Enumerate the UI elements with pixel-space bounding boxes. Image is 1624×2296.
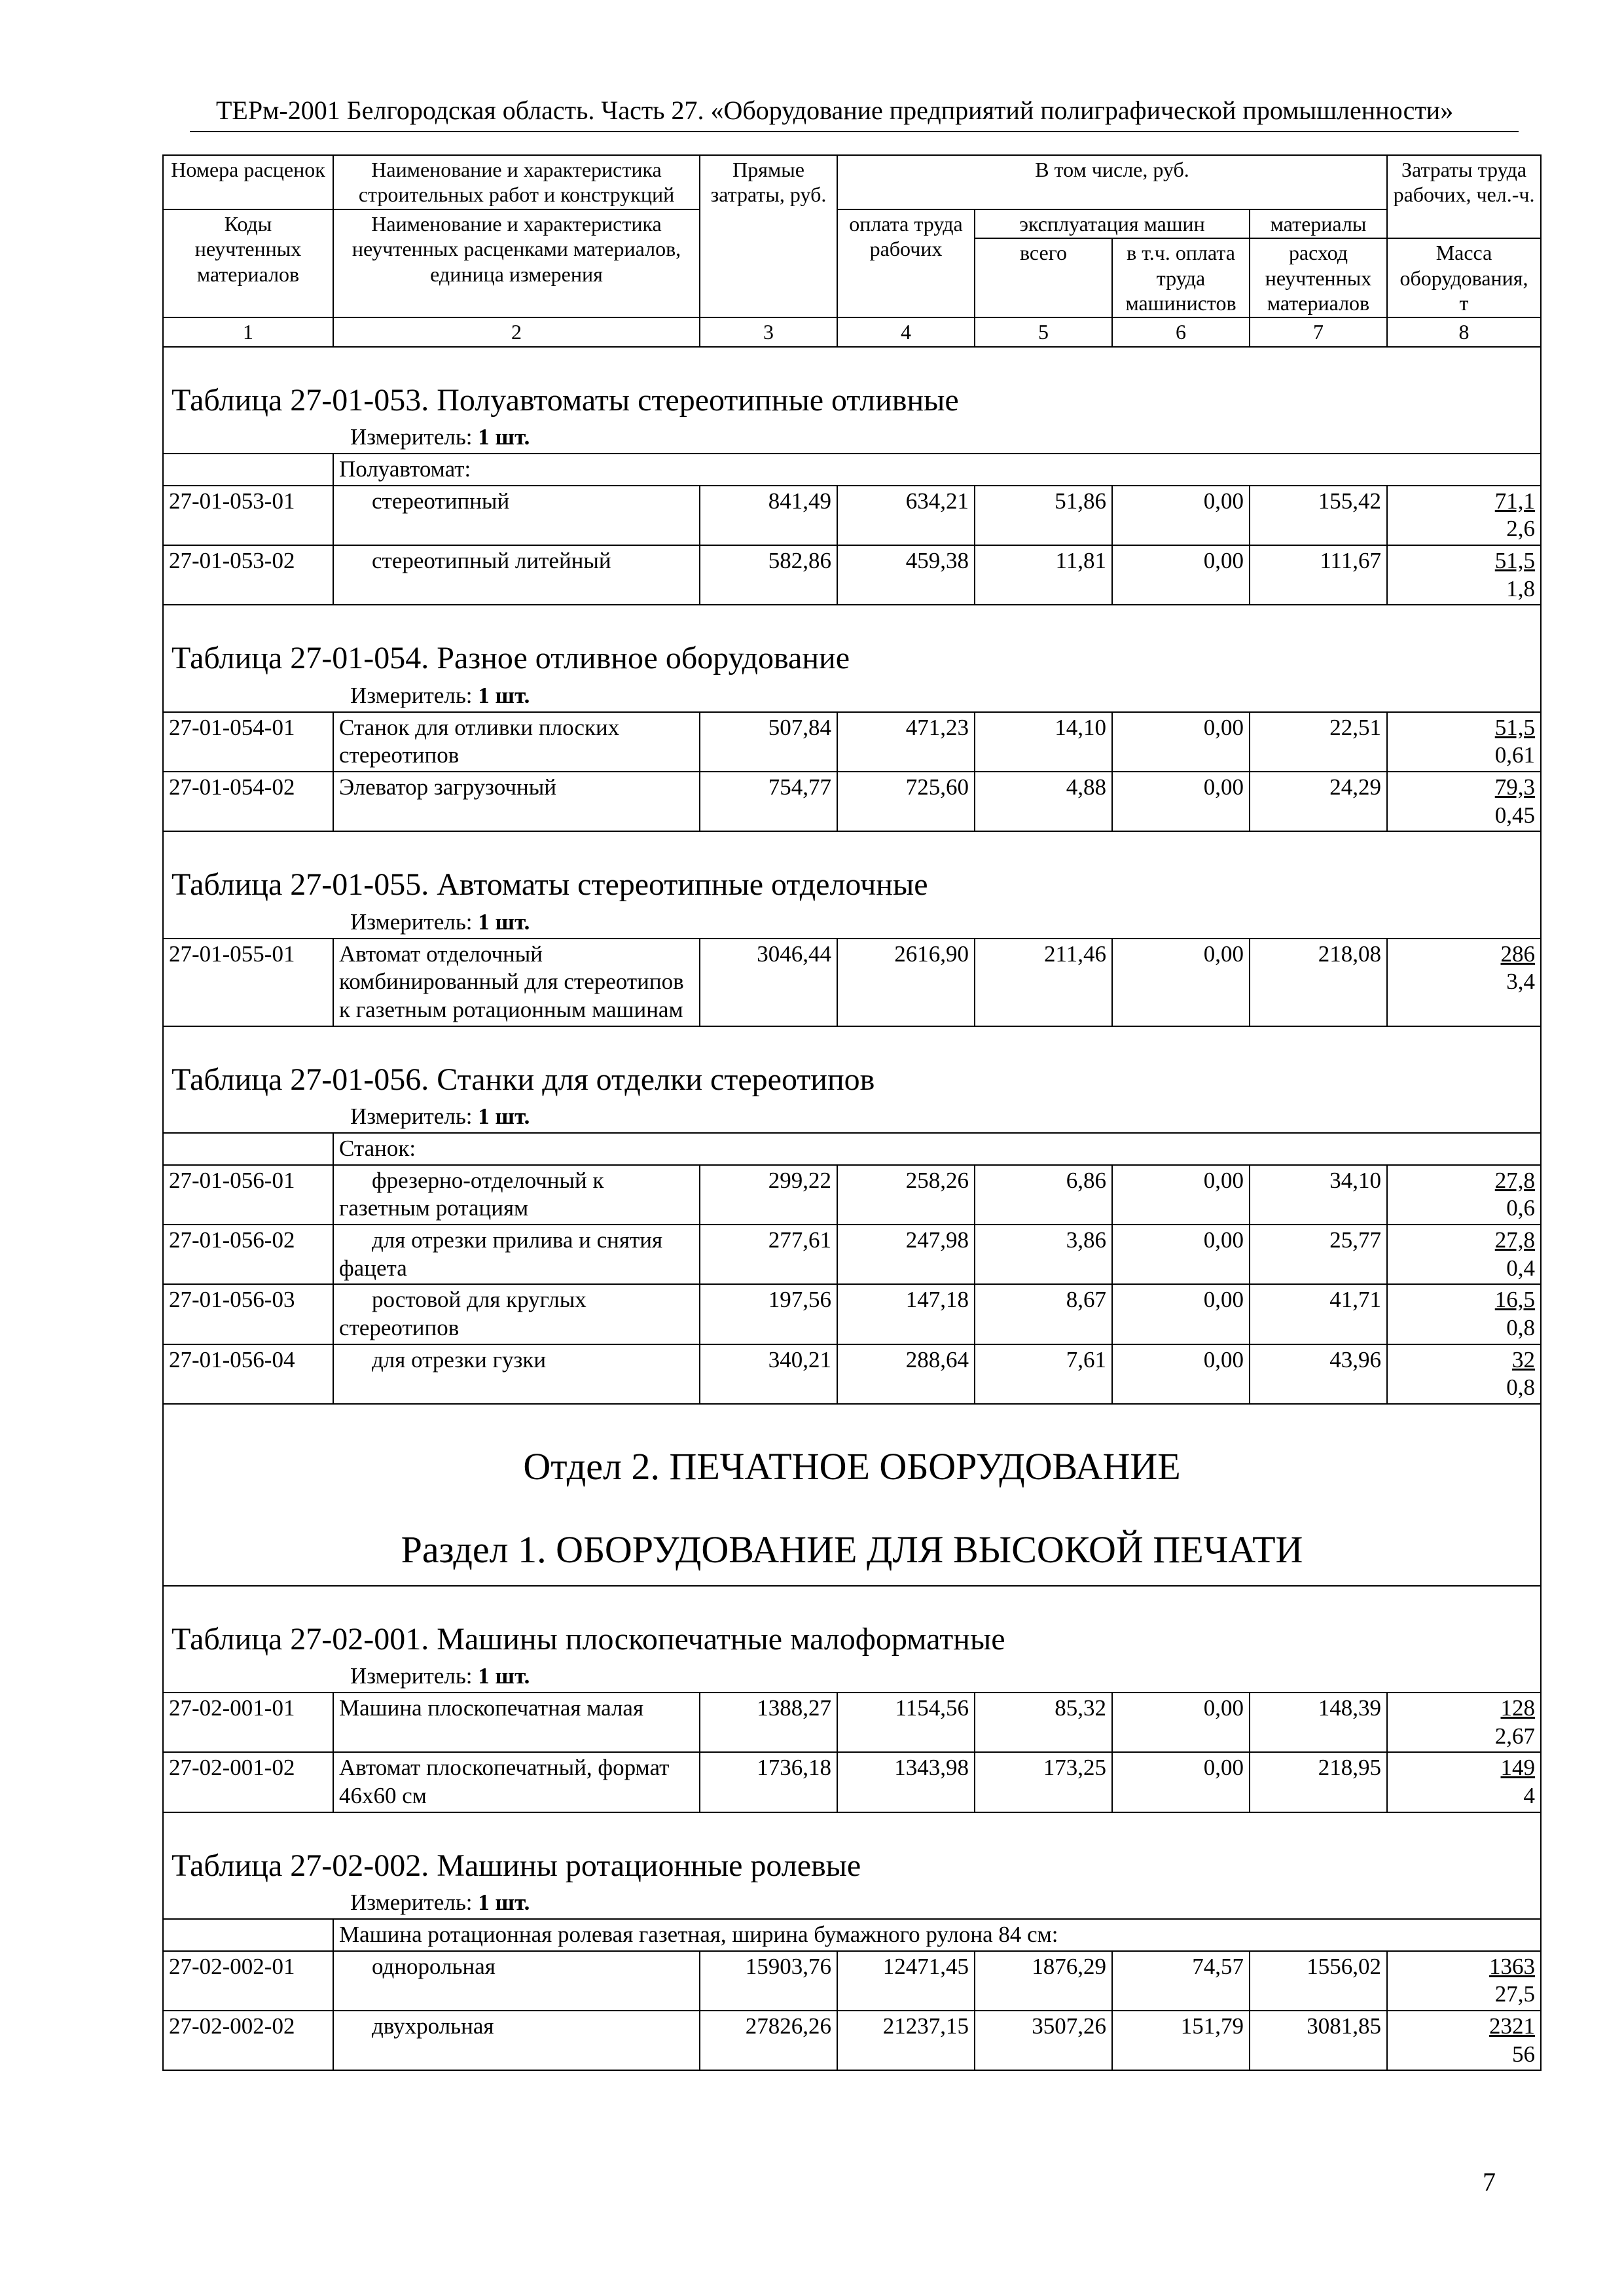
labor-cost: 21237,15 [837, 2011, 975, 2070]
labor-hours-mass [1387, 712, 1541, 772]
labor-cost: 634,21 [837, 486, 975, 545]
machinist-labor: 0,00 [1112, 712, 1250, 772]
table-body [163, 155, 1541, 2070]
labor-cost: 288,64 [837, 1344, 975, 1404]
labor-cost: 258,26 [837, 1165, 975, 1225]
meter-unit: 1 шт. [478, 1890, 530, 1916]
meter-unit: 1 шт. [478, 424, 530, 450]
equipment-mass: 0,8 [1506, 1315, 1536, 1341]
meter-row [163, 1661, 1541, 1693]
rate-name: Станок для отливки плоских стереотипов [333, 712, 700, 772]
table-title: Таблица 27-01-055. Автоматы стереотипные отделочные [163, 831, 1541, 907]
col-number: 5 [975, 317, 1112, 346]
table-row [163, 712, 1541, 772]
rate-code: 27-01-056-04 [163, 1344, 333, 1404]
col-number: 2 [333, 317, 700, 346]
labor-cost: 459,38 [837, 545, 975, 605]
labor-hours: 71,1 [1494, 488, 1536, 514]
rate-code: 27-02-001-01 [163, 1693, 333, 1752]
labor-hours-mass [1387, 1284, 1541, 1344]
col4-header: оплата труда рабочих [837, 209, 975, 318]
col-number: 4 [837, 317, 975, 346]
equipment-mass: 0,61 [1494, 742, 1536, 768]
col1-header-bottom: Коды неучтенных материалов [163, 209, 333, 318]
meter-row [163, 422, 1541, 454]
machines-total: 4,88 [975, 772, 1112, 831]
meter [163, 907, 1541, 939]
labor-cost: 147,18 [837, 1284, 975, 1344]
col-number: 6 [1112, 317, 1250, 346]
labor-hours: 1363 [1489, 1953, 1536, 1979]
machines-total: 6,86 [975, 1165, 1112, 1225]
table-row [163, 1693, 1541, 1752]
labor-hours: 51,5 [1494, 548, 1536, 574]
table-title-row [163, 1812, 1541, 1888]
materials-cost: 1556,02 [1250, 1951, 1387, 2011]
meter-label: Измеритель: [350, 908, 478, 935]
direct-cost: 27826,26 [700, 2011, 837, 2070]
direct-cost: 754,77 [700, 772, 837, 831]
meter-row [163, 681, 1541, 712]
labor-hours: 149 [1500, 1755, 1536, 1781]
materials-cost: 218,08 [1250, 939, 1387, 1026]
direct-cost: 507,84 [700, 712, 837, 772]
header-rule [190, 131, 1519, 132]
materials-cost: 218,95 [1250, 1752, 1387, 1812]
col8-header-bottom: Масса оборудования, т [1387, 238, 1541, 317]
equipment-mass: 0,6 [1506, 1195, 1536, 1221]
group-label: Полуавтомат: [333, 454, 1541, 486]
labor-cost: 12471,45 [837, 1951, 975, 2011]
department-title: Отдел 2. ПЕЧАТНОЕ ОБОРУДОВАНИЕ [163, 1404, 1541, 1502]
department-row [163, 1404, 1541, 1502]
materials-cost: 41,71 [1250, 1284, 1387, 1344]
rate-code: 27-01-053-01 [163, 486, 333, 545]
equipment-mass: 56 [1512, 2041, 1536, 2067]
header-row-2 [163, 209, 1541, 238]
materials-cost: 22,51 [1250, 712, 1387, 772]
machines-total: 173,25 [975, 1752, 1112, 1812]
table-row [163, 1752, 1541, 1812]
rate-name: Машина плоскопечатная малая [333, 1693, 700, 1752]
col-number: 8 [1387, 317, 1541, 346]
direct-cost: 1736,18 [700, 1752, 837, 1812]
direct-cost: 15903,76 [700, 1951, 837, 2011]
meter [163, 681, 1541, 712]
labor-hours-mass [1387, 2011, 1541, 2070]
meter [163, 1102, 1541, 1133]
rate-code: 27-01-055-01 [163, 939, 333, 1026]
section-row [163, 1502, 1541, 1586]
rate-name: Автомат отделочный комбинированный для стереотипов к газетным ротационным машинам [333, 939, 700, 1026]
rate-name: стереотипный литейный [333, 545, 700, 605]
table-title: Таблица 27-01-053. Полуавтоматы стереотипные отливные [163, 347, 1541, 423]
rate-name: для отрезки гузки [333, 1344, 700, 1404]
machines-total: 51,86 [975, 486, 1112, 545]
meter-unit: 1 шт. [478, 682, 530, 708]
direct-cost: 3046,44 [700, 939, 837, 1026]
machines-total: 211,46 [975, 939, 1112, 1026]
meter-label: Измеритель: [350, 1663, 478, 1689]
machines-header: эксплуатация машин [975, 209, 1250, 238]
rate-name: двухрольная [333, 2011, 700, 2070]
header-row-1 [163, 155, 1541, 209]
equipment-mass: 2,67 [1494, 1723, 1536, 1749]
machinist-labor: 0,00 [1112, 1284, 1250, 1344]
machinist-labor: 0,00 [1112, 1693, 1250, 1752]
col2-header-bottom: Наименование и характеристика неучтенных расценками материалов, единица измерения [333, 209, 700, 318]
rate-name: однорольная [333, 1951, 700, 2011]
meter-label: Измеритель: [350, 1103, 478, 1130]
meter-row [163, 907, 1541, 939]
col5-header: всего [975, 238, 1112, 317]
rate-code: 27-02-002-02 [163, 2011, 333, 2070]
equipment-mass: 0,8 [1506, 1374, 1536, 1401]
equipment-mass: 1,8 [1506, 575, 1536, 601]
labor-cost: 1154,56 [837, 1693, 975, 1752]
rate-name: Автомат плоскопечатный, формат 46х60 см [333, 1752, 700, 1812]
meter-label: Измеритель: [350, 424, 478, 450]
rate-name: стереотипный [333, 486, 700, 545]
table-title: Таблица 27-02-002. Машины ротационные ролевые [163, 1812, 1541, 1888]
labor-hours-mass [1387, 1951, 1541, 2011]
table-row [163, 939, 1541, 1026]
rates-table [162, 154, 1542, 2071]
labor-hours-mass [1387, 1752, 1541, 1812]
table-title-row [163, 605, 1541, 681]
group-code-cell [163, 1919, 333, 1951]
equipment-mass: 4 [1523, 1782, 1536, 1808]
rate-code: 27-01-056-01 [163, 1165, 333, 1225]
meter [163, 1661, 1541, 1693]
table-row [163, 1284, 1541, 1344]
group-label: Машина ротационная ролевая газетная, ширина бумажного рулона 84 см: [333, 1919, 1541, 1951]
col8-header-top: Затраты труда рабочих, чел.-ч. [1387, 155, 1541, 238]
meter-unit: 1 шт. [478, 908, 530, 935]
machines-total: 14,10 [975, 712, 1112, 772]
direct-cost: 277,61 [700, 1225, 837, 1284]
meter-unit: 1 шт. [478, 1663, 530, 1689]
materials-cost: 43,96 [1250, 1344, 1387, 1404]
table-row [163, 772, 1541, 831]
rate-name: фрезерно-отделочный к газетным ротациям [333, 1165, 700, 1225]
materials-cost: 155,42 [1250, 486, 1387, 545]
col7-header: расход неучтенных материалов [1250, 238, 1387, 317]
table-title-row [163, 1586, 1541, 1662]
labor-hours-mass [1387, 1693, 1541, 1752]
meter-row [163, 1888, 1541, 1919]
machinist-labor: 0,00 [1112, 772, 1250, 831]
table-row [163, 1165, 1541, 1225]
col2-header-top: Наименование и характеристика строительных работ и конструкций [333, 155, 700, 209]
machinist-labor: 0,00 [1112, 1344, 1250, 1404]
equipment-mass: 3,4 [1506, 969, 1536, 995]
machinist-labor: 0,00 [1112, 1752, 1250, 1812]
labor-cost: 725,60 [837, 772, 975, 831]
machinist-labor: 151,79 [1112, 2011, 1250, 2070]
rate-code: 27-01-056-03 [163, 1284, 333, 1344]
rate-code: 27-01-054-01 [163, 712, 333, 772]
equipment-mass: 2,6 [1506, 516, 1536, 542]
labor-hours: 128 [1500, 1695, 1536, 1721]
labor-hours: 32 [1512, 1346, 1536, 1372]
col6-header: в т.ч. оплата труда машинистов [1112, 238, 1250, 317]
group-code-cell [163, 1133, 333, 1165]
materials-header: материалы [1250, 209, 1387, 238]
equipment-mass: 0,4 [1506, 1255, 1536, 1281]
direct-cost: 582,86 [700, 545, 837, 605]
machines-total: 3,86 [975, 1225, 1112, 1284]
meter-label: Измеритель: [350, 682, 478, 708]
labor-hours: 51,5 [1494, 714, 1536, 740]
machines-total: 7,61 [975, 1344, 1112, 1404]
group-label: Станок: [333, 1133, 1541, 1165]
labor-cost: 471,23 [837, 712, 975, 772]
labor-hours: 27,8 [1494, 1227, 1536, 1253]
materials-cost: 25,77 [1250, 1225, 1387, 1284]
machinist-labor: 0,00 [1112, 545, 1250, 605]
machinist-labor: 0,00 [1112, 939, 1250, 1026]
rate-code: 27-02-001-02 [163, 1752, 333, 1812]
labor-hours-mass [1387, 1165, 1541, 1225]
rate-name: для отрезки прилива и снятия фацета [333, 1225, 700, 1284]
table-row [163, 1344, 1541, 1404]
machinist-labor: 0,00 [1112, 1225, 1250, 1284]
labor-hours-mass [1387, 1344, 1541, 1404]
table-title: Таблица 27-01-056. Станки для отделки стереотипов [163, 1026, 1541, 1102]
materials-cost: 111,67 [1250, 545, 1387, 605]
meter-row [163, 1102, 1541, 1133]
labor-hours-mass [1387, 545, 1541, 605]
col3-header: Прямые затраты, руб. [700, 155, 837, 317]
col-number: 3 [700, 317, 837, 346]
labor-hours-mass [1387, 772, 1541, 831]
table-title-row [163, 1026, 1541, 1102]
rate-code: 27-01-054-02 [163, 772, 333, 831]
labor-hours-mass [1387, 1225, 1541, 1284]
materials-cost: 24,29 [1250, 772, 1387, 831]
machinist-labor: 0,00 [1112, 486, 1250, 545]
table-title: Таблица 27-01-054. Разное отливное оборудование [163, 605, 1541, 681]
column-numbers-row [163, 317, 1541, 346]
col1-header-top: Номера расценок [163, 155, 333, 209]
labor-cost: 2616,90 [837, 939, 975, 1026]
table-title-row [163, 831, 1541, 907]
machinist-labor: 0,00 [1112, 1165, 1250, 1225]
table-row [163, 545, 1541, 605]
table-row [163, 1225, 1541, 1284]
group-code-cell [163, 454, 333, 486]
table-title: Таблица 27-02-001. Машины плоскопечатные малоформатные [163, 1586, 1541, 1662]
machines-total: 85,32 [975, 1693, 1112, 1752]
running-header: ТЕРм-2001 Белгородская область. Часть 27. «Оборудование предприятий полиграфической промышленности» [216, 96, 1454, 125]
table-row [163, 1951, 1541, 2011]
direct-cost: 841,49 [700, 486, 837, 545]
incl-header: В том числе, руб. [837, 155, 1387, 209]
equipment-mass: 27,5 [1494, 1981, 1536, 2007]
direct-cost: 1388,27 [700, 1693, 837, 1752]
machinist-labor: 74,57 [1112, 1951, 1250, 2011]
labor-hours: 27,8 [1494, 1167, 1536, 1193]
labor-hours: 286 [1500, 941, 1536, 967]
col-number: 7 [1250, 317, 1387, 346]
meter [163, 1888, 1541, 1919]
col-number: 1 [163, 317, 333, 346]
group-row [163, 1133, 1541, 1165]
group-row [163, 454, 1541, 486]
direct-cost: 340,21 [700, 1344, 837, 1404]
equipment-mass: 0,45 [1494, 802, 1536, 828]
direct-cost: 299,22 [700, 1165, 837, 1225]
machines-total: 11,81 [975, 545, 1112, 605]
rate-code: 27-02-002-01 [163, 1951, 333, 2011]
labor-hours-mass [1387, 939, 1541, 1026]
section-title: Раздел 1. ОБОРУДОВАНИЕ ДЛЯ ВЫСОКОЙ ПЕЧАТИ [163, 1502, 1541, 1586]
labor-hours: 79,3 [1494, 774, 1536, 800]
meter-label: Измеритель: [350, 1890, 478, 1916]
table-row [163, 486, 1541, 545]
machines-total: 3507,26 [975, 2011, 1112, 2070]
labor-hours: 2321 [1489, 2013, 1536, 2039]
labor-hours: 16,5 [1494, 1287, 1536, 1313]
table-row [163, 2011, 1541, 2070]
materials-cost: 34,10 [1250, 1165, 1387, 1225]
labor-cost: 1343,98 [837, 1752, 975, 1812]
rate-name: ростовой для круглых стереотипов [333, 1284, 700, 1344]
rate-name: Элеватор загрузочный [333, 772, 700, 831]
meter [163, 422, 1541, 454]
machines-total: 8,67 [975, 1284, 1112, 1344]
labor-hours-mass [1387, 486, 1541, 545]
table-title-row [163, 347, 1541, 423]
machines-total: 1876,29 [975, 1951, 1112, 2011]
rate-code: 27-01-053-02 [163, 545, 333, 605]
rate-code: 27-01-056-02 [163, 1225, 333, 1284]
labor-cost: 247,98 [837, 1225, 975, 1284]
meter-unit: 1 шт. [478, 1103, 530, 1130]
page-number: 7 [1483, 2167, 1496, 2197]
materials-cost: 148,39 [1250, 1693, 1387, 1752]
direct-cost: 197,56 [700, 1284, 837, 1344]
group-row [163, 1919, 1541, 1951]
materials-cost: 3081,85 [1250, 2011, 1387, 2070]
